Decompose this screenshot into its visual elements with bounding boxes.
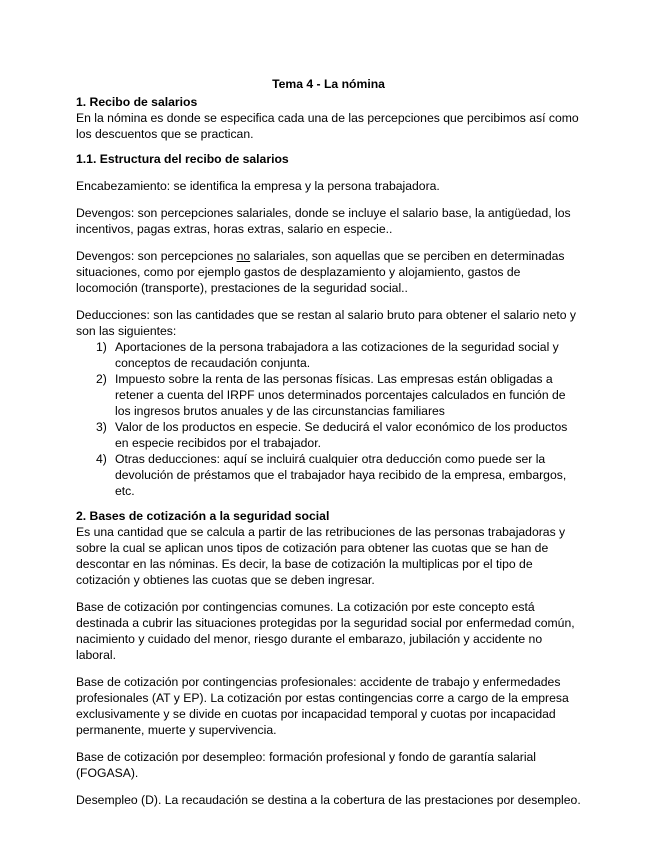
list-item-text: Aportaciones de la persona trabajadora a las cotizaciones de la seguridad social y conceptos de recaudación conjunta. (115, 340, 559, 370)
list-item-number: 1) (96, 340, 107, 354)
list-item (76, 339, 581, 371)
devengos-no-underlined: no (236, 249, 251, 263)
list-item-number: 3) (96, 420, 107, 434)
devengos-no-salariales-after: salariales, son aquellas que se perciben en determinadas situaciones, como por ejemplo gastos de desplazamiento y alojamiento, gastos de locomoción (transporte), prestaciones de la seguridad social.. (76, 249, 565, 295)
deducciones-intro: Deducciones: son las cantidades que se restan al salario bruto para obtener el salario neto y son las siguientes: (76, 308, 576, 338)
list-item-number: 4) (96, 452, 107, 466)
list-item-text: Otras deducciones: aquí se incluirá cualquier otra deducción como puede ser la devolución de préstamos que el trabajador haya recibido de la empresa, embargos, etc. (115, 452, 567, 498)
list-item-text: Impuesto sobre la renta de las personas físicas. Las empresas están obligadas a retener a cuenta del IRPF unos determinados porcentajes calculados en función de los ingresos brutos anuales y de las circunstancias familiares (115, 372, 566, 418)
list-item-number: 2) (96, 372, 107, 386)
devengos-no-salariales-paragraph (76, 248, 581, 296)
list-item-text: Valor de los productos en especie. Se deducirá el valor económico de los productos en especie recibidos por el trabajador. (115, 420, 568, 450)
desempleo-paragraph: Desempleo (D). La recaudación se destina a la cobertura de las prestaciones por desempleo. (76, 793, 581, 807)
document-content (76, 76, 581, 808)
section-1-intro: En la nómina es donde se especifica cada una de las percepciones que percibimos así como los descuentos que se practican. (76, 111, 579, 141)
devengos-salariales-paragraph: Devengos: son percepciones salariales, donde se incluye el salario base, la antigüedad, los incentivos, pagas extras, horas extras, salario en especie.. (76, 206, 571, 236)
list-item (76, 419, 581, 451)
encabezamiento-paragraph: Encabezamiento: se identifica la empresa y la persona trabajadora. (76, 179, 440, 193)
contingencias-comunes-paragraph: Base de cotización por contingencias comunes. La cotización por este concepto está destinada a cubrir las situaciones protegidas por la seguridad social por enfermedad común, nacimiento y cuidado del menor, riesgo durante el embarazo, jubilación y accidente no laboral. (76, 600, 575, 662)
section-2-heading: 2. Bases de cotización a la seguridad social (76, 509, 330, 523)
section-2-intro: Es una cantidad que se calcula a partir de las retribuciones de las personas trabajadoras y sobre la cual se aplican unos tipos de cotización para obtener las cuotas que se han de descontar en las nóminas. Es decir, la base de cotización la multiplicas por el tipo de cotización y obtienes las cuotas que se deben ingresar. (76, 525, 566, 587)
list-item (76, 451, 581, 499)
devengos-no-salariales-before: Devengos: son percepciones (76, 249, 237, 263)
section-1-1-heading: 1.1. Estructura del recibo de salarios (76, 152, 289, 166)
section-1-heading: 1. Recibo de salarios (76, 95, 198, 109)
contingencias-profesionales-paragraph: Base de cotización por contingencias profesionales: accidente de trabajo y enfermedades profesionales (AT y EP). La cotización por estas contingencias corre a cargo de la empresa exclusivamente y se divide en cuotas por incapacidad temporal y cuotas por incapacidad permanente, muerte y supervivencia. (76, 675, 569, 737)
deducciones-list (76, 339, 581, 499)
list-item (76, 371, 581, 419)
page-title: Tema 4 - La nómina (272, 77, 385, 91)
desempleo-base-paragraph: Base de cotización por desempleo: formación profesional y fondo de garantía salarial (FOGASA). (76, 750, 537, 780)
